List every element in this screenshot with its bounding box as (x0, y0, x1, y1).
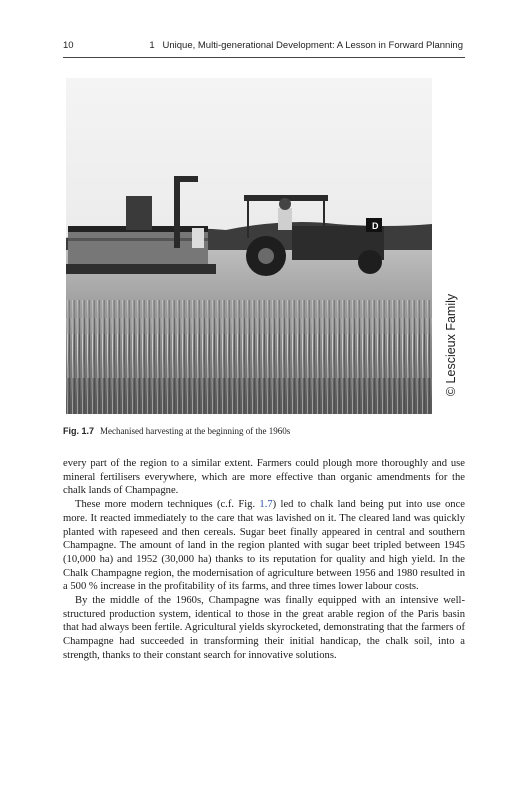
header-rule (63, 57, 465, 58)
harvest-photo (66, 78, 432, 414)
running-title: 1 Unique, Multi-generational Development: A Lesson in Forward Planning (149, 40, 463, 51)
figure-reference-link[interactable]: 1.7 (259, 499, 273, 511)
page-header (63, 40, 465, 56)
paragraph-1: every part of the region to a similar extent. Farmers could plough more thoroughly and use mineral fertilisers everywhere, which are more effective than organic amendments for the chalk lands of Champagne. (63, 458, 465, 497)
tractor-badge: D (372, 221, 379, 231)
photo-credit (438, 280, 464, 410)
paragraph-2 (63, 498, 465, 594)
figure-caption (63, 426, 465, 436)
paragraph-2-start: These more modern techniques (c.f. Fig. (75, 499, 260, 511)
body-text (63, 457, 465, 663)
figure-caption-text: Mechanised harvesting at the beginning of the 1960s (100, 426, 291, 436)
photo-credit-text: © Lescieux Family (444, 293, 458, 397)
page-number: 10 (63, 40, 74, 51)
paragraph-2-rest: ) led to chalk land being put into use once more. It reacted immediately to the care that was lavished on it. The cleared land was quickly planted with rapeseed and then cereals. Sugar beet finally appeared in central and southern Champagne. The amount of land in the region planted with sugar beet tripled between 1945 (10,000 ha) and 1952 (30,000 ha) thanks to its reputation for quality and high yield. In the Chalk Champagne region, the modernisation of agriculture between 1956 and 1980 resulted in a 500 % increase in the profitability of its farms, and three times lower labour costs. (63, 499, 466, 593)
figure-label: Fig. 1.7 (63, 426, 95, 436)
paragraph-3: By the middle of the 1960s, Champagne was finally equipped with an intensive well-structured production system, identical to those in the great arable region of the Paris basin that had always been fertile. Agricultural yields skyrocketed, demonstrating that the farmers of Champagne had succeeded in transforming their initial handicap, the chalk soil, into a strength, thanks to their constant search for innovative solutions. (63, 595, 465, 661)
